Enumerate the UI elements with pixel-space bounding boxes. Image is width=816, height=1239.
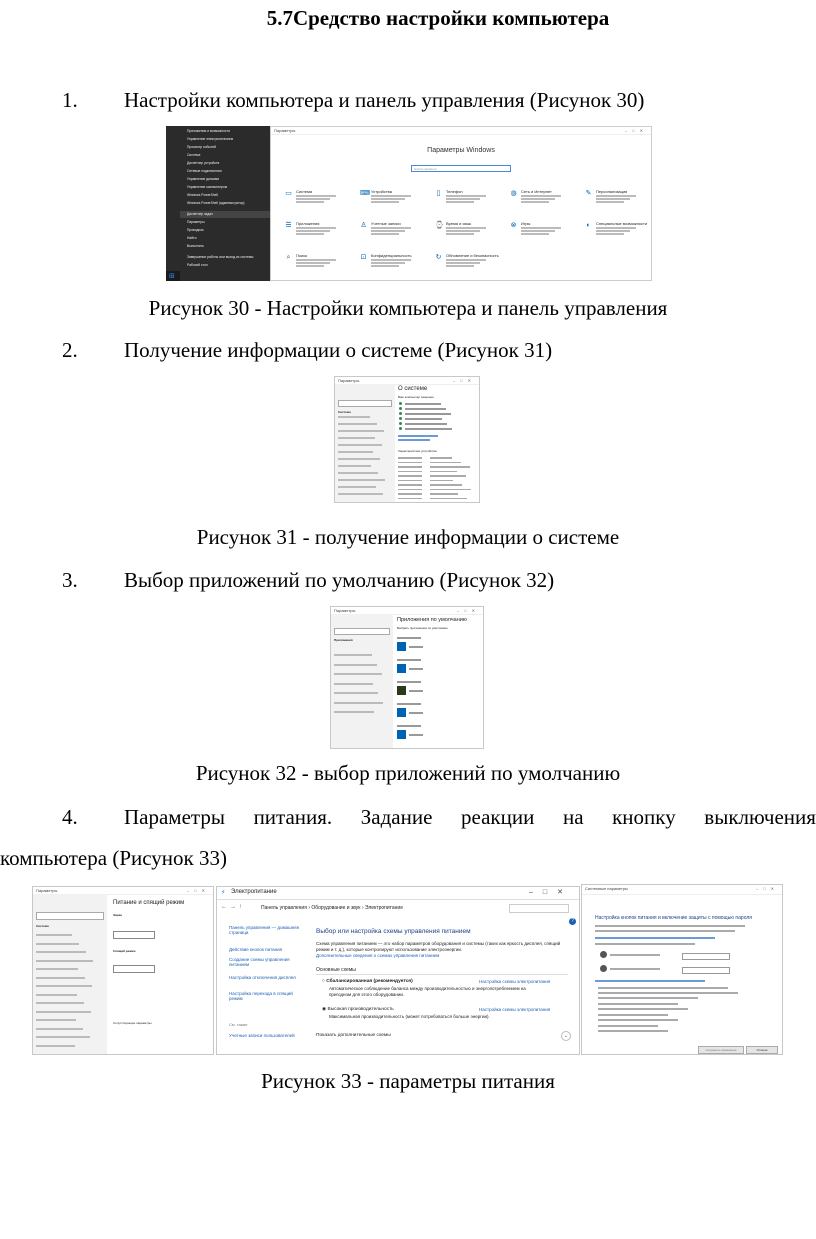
spec-value-line bbox=[430, 493, 458, 495]
sidebar-line bbox=[36, 985, 92, 987]
screen-label: Экран bbox=[113, 913, 122, 917]
item-number: 4. bbox=[62, 805, 78, 829]
tile-description-line bbox=[596, 233, 624, 235]
window-title: Параметры bbox=[338, 378, 360, 383]
brush-icon: ✎ bbox=[585, 190, 592, 197]
sidebar bbox=[335, 384, 395, 502]
scheme-high-performance: ◉ Высокая производительность bbox=[322, 1007, 394, 1012]
word: выключения bbox=[704, 805, 816, 829]
tile-description-line bbox=[446, 230, 480, 232]
start-menu-item: Найти bbox=[187, 236, 197, 240]
spec-key-line bbox=[398, 457, 422, 459]
option-line bbox=[598, 997, 698, 999]
list-line bbox=[405, 423, 447, 425]
globe-icon: ◍ bbox=[510, 190, 517, 197]
figure-33b-screenshot bbox=[216, 886, 580, 1055]
settings-tile bbox=[510, 189, 584, 215]
check-icon bbox=[399, 427, 402, 430]
start-menu-item: Проводник bbox=[187, 228, 204, 232]
sidebar-line bbox=[338, 423, 377, 425]
settings-tile-label: Специальные возможности bbox=[596, 221, 648, 226]
start-menu-item: Система bbox=[187, 153, 201, 157]
person-icon: ♙ bbox=[360, 222, 367, 229]
schemes-label: Основные схемы bbox=[316, 967, 356, 973]
check-icon bbox=[399, 422, 402, 425]
spec-value-line bbox=[430, 475, 466, 477]
tile-description-line bbox=[371, 201, 399, 203]
caption-figure-32: Рисунок 32 - выбор приложений по умолчанию bbox=[195, 761, 621, 785]
page-title: Питание и спящий режим bbox=[113, 900, 185, 906]
scheme-balanced-label: Сбалансированная (рекомендуется) bbox=[326, 979, 413, 984]
tile-description-line bbox=[596, 198, 630, 200]
window-controls: –□✕ bbox=[187, 888, 210, 893]
figure-31-screenshot bbox=[334, 376, 480, 503]
start-menu-item: Параметры bbox=[187, 220, 205, 224]
nav-arrows-icon: ←→↑ bbox=[221, 904, 245, 910]
sidebar-line bbox=[334, 702, 383, 704]
search-box bbox=[509, 904, 569, 913]
user-accounts-link: Учетные записи пользователей bbox=[229, 1033, 295, 1038]
xbox-icon: ⊗ bbox=[510, 222, 517, 229]
section-heading: 5.7Средство настройки компьютера bbox=[266, 6, 610, 30]
sidebar-line bbox=[36, 951, 86, 953]
breadcrumb: Панель управления › Оборудование и звук › Электропитание bbox=[261, 905, 403, 911]
search-icon: ⌕ bbox=[286, 254, 291, 261]
window-controls: –□✕ bbox=[529, 889, 573, 896]
option-line bbox=[598, 1030, 668, 1032]
start-menu-item: Завершение работы или выход из системы bbox=[187, 255, 254, 259]
window-title: Электропитание bbox=[231, 889, 277, 895]
tile-description-line bbox=[296, 265, 324, 267]
scheme-high-performance-desc: Максимальная производительность (может потребоваться больше энергии). bbox=[329, 1014, 490, 1019]
spec-key-line bbox=[398, 480, 422, 482]
spec-value-line bbox=[430, 457, 452, 459]
settings-tile-label: Устройства bbox=[371, 189, 392, 194]
spec-key-line bbox=[398, 498, 422, 500]
tile-description-line bbox=[446, 262, 480, 264]
sidebar-line bbox=[36, 943, 79, 945]
check-icon bbox=[399, 412, 402, 415]
tile-description-line bbox=[371, 259, 411, 261]
settings-tile-label: Телефон bbox=[446, 189, 463, 194]
accessibility-icon: ◐ bbox=[586, 222, 591, 229]
lock-icon: ⊡ bbox=[360, 254, 367, 261]
settings-tile bbox=[360, 253, 434, 279]
sidebar-heading: Система bbox=[36, 924, 49, 928]
sidebar-line bbox=[338, 444, 382, 446]
settings-tile-label: Система bbox=[296, 189, 313, 194]
option-line bbox=[598, 1025, 658, 1027]
item-text: Настройки компьютера и панель управления (Рисунок 30) bbox=[124, 88, 645, 112]
spec-value-line bbox=[430, 484, 462, 486]
settings-tile-label: Время и язык bbox=[446, 221, 472, 226]
sidebar-line bbox=[334, 654, 372, 656]
sidebar-line bbox=[338, 458, 380, 460]
sidebar-line bbox=[36, 1011, 91, 1013]
tile-description-line bbox=[521, 195, 561, 197]
tile-description-line bbox=[596, 201, 624, 203]
main-title: Выбор или настройка схемы управления питанием bbox=[316, 928, 471, 935]
search-placeholder: Найти параметр bbox=[414, 167, 437, 171]
section-protected: Ваш компьютер защищен bbox=[398, 395, 434, 399]
item-text: Выбор приложений по умолчанию (Рисунок 32) bbox=[124, 568, 555, 592]
spec-value-line bbox=[430, 462, 461, 464]
figure-33c-screenshot bbox=[581, 884, 783, 1055]
page-title: Приложения по умолчанию bbox=[397, 617, 467, 623]
clock-icon: ⌚ bbox=[435, 222, 444, 229]
tile-description-line bbox=[296, 198, 330, 200]
spec-value-line bbox=[430, 498, 467, 500]
start-menu-item: Управление компьютером bbox=[187, 185, 227, 189]
sidebar-link: Создание схемы управления питанием bbox=[229, 957, 290, 967]
title-bar bbox=[217, 887, 579, 900]
check-icon bbox=[399, 417, 402, 420]
settings-tile-label: Сеть и Интернет bbox=[521, 189, 552, 194]
keyboard-icon: ⌨ bbox=[360, 190, 371, 197]
app-name-line bbox=[409, 646, 423, 648]
sidebar-search bbox=[338, 400, 392, 407]
word: кнопку bbox=[612, 805, 676, 829]
tile-description-line bbox=[371, 230, 405, 232]
item-text-line-1 bbox=[124, 805, 816, 830]
page-title: О системе bbox=[398, 386, 428, 392]
item-number: 1. bbox=[62, 88, 78, 112]
sidebar-line bbox=[338, 486, 376, 488]
power-button-icon bbox=[600, 951, 607, 958]
sidebar-line bbox=[338, 493, 383, 495]
tile-description-line bbox=[371, 265, 399, 267]
sidebar-line bbox=[338, 465, 371, 467]
start-menu-item: Windows PowerShell (администратор) bbox=[187, 201, 245, 205]
start-menu-item: Диспетчер задач bbox=[187, 212, 213, 216]
option-line bbox=[598, 992, 738, 994]
category-label-line bbox=[397, 681, 421, 683]
figure-30-screenshot bbox=[166, 126, 652, 281]
spec-key-line bbox=[398, 493, 422, 495]
tile-description-line bbox=[521, 198, 555, 200]
settings-tile-label: Конфиденциальность bbox=[371, 253, 412, 258]
sidebar-line bbox=[334, 692, 378, 694]
sidebar-search bbox=[334, 628, 390, 635]
show-more-schemes: Показать дополнительные схемы bbox=[316, 1033, 391, 1038]
sidebar-line bbox=[334, 683, 373, 685]
window-controls: –□✕ bbox=[756, 886, 779, 891]
word: на bbox=[562, 805, 584, 829]
app-icon bbox=[397, 686, 406, 695]
option-line bbox=[598, 1019, 678, 1021]
tile-description-line bbox=[446, 195, 486, 197]
window-controls: –□✕ bbox=[625, 128, 648, 133]
cancel-button: Отмена bbox=[746, 1046, 778, 1054]
tile-description-line bbox=[446, 259, 486, 261]
spec-value-line bbox=[430, 480, 453, 482]
monitor-icon: ▭ bbox=[285, 190, 292, 197]
item-text: Получение информации о системе (Рисунок 31) bbox=[124, 338, 553, 362]
start-menu-item: Приложения и возможности bbox=[187, 129, 230, 133]
tile-description-line bbox=[446, 227, 486, 229]
list-line bbox=[405, 403, 441, 405]
category-label-line bbox=[397, 703, 421, 705]
settings-tile bbox=[435, 221, 509, 247]
settings-tile bbox=[285, 221, 359, 247]
sidebar-search bbox=[36, 912, 104, 920]
sidebar-heading: Приложения bbox=[334, 638, 353, 642]
tile-description-line bbox=[596, 230, 630, 232]
sidebar-heading: Система bbox=[338, 410, 351, 414]
check-icon bbox=[399, 407, 402, 410]
sleep-timeout-select bbox=[113, 965, 155, 973]
start-menu-item: Выполнить bbox=[187, 244, 204, 248]
category-label-line bbox=[397, 725, 421, 727]
settings-tile bbox=[585, 189, 652, 215]
window-title: Параметры bbox=[334, 608, 356, 613]
taskbar bbox=[166, 271, 180, 281]
sidebar-link: Настройка отключения дисплея bbox=[229, 975, 296, 980]
app-icon bbox=[397, 642, 406, 651]
settings-tile-label: Приложения bbox=[296, 221, 320, 226]
tile-description-line bbox=[371, 262, 405, 264]
see-also-label: См. также bbox=[229, 1022, 248, 1027]
settings-tile-label: Обновление и безопасность bbox=[446, 253, 499, 258]
start-menu-item: Просмотр событий bbox=[187, 145, 216, 149]
option-line bbox=[598, 1008, 688, 1010]
window-title: Параметры bbox=[36, 888, 58, 893]
app-icon bbox=[397, 664, 406, 673]
section-device-specs: Характеристики устройства bbox=[398, 449, 437, 453]
caption-figure-31: Рисунок 31 - получение информации о системе bbox=[196, 525, 620, 549]
start-menu-item: Рабочий стол bbox=[187, 263, 208, 267]
spec-key-line bbox=[398, 466, 422, 468]
title-bar bbox=[271, 127, 651, 135]
option-line bbox=[598, 1014, 668, 1016]
apps-icon: ☰ bbox=[285, 222, 292, 229]
tile-description-line bbox=[296, 195, 336, 197]
settings-title: Параметры Windows bbox=[427, 147, 495, 154]
sidebar-line bbox=[338, 416, 370, 418]
tile-description-line bbox=[371, 227, 411, 229]
option-line bbox=[598, 987, 728, 989]
item-text-line-2: компьютера (Рисунок 33) bbox=[0, 846, 227, 870]
start-menu-item: Управление дисками bbox=[187, 177, 220, 181]
settings-tile bbox=[510, 221, 584, 247]
start-menu-item: Windows PowerShell bbox=[187, 193, 218, 197]
caption-figure-33: Рисунок 33 - параметры питания bbox=[261, 1069, 555, 1093]
settings-tile bbox=[435, 253, 509, 279]
sidebar bbox=[33, 894, 107, 1054]
tile-description-line bbox=[296, 230, 330, 232]
spec-key-line bbox=[398, 462, 422, 464]
start-menu-item: Диспетчер устройств bbox=[187, 161, 220, 165]
sidebar-link: Действие кнопок питания bbox=[229, 947, 283, 952]
sleep-action-select bbox=[682, 967, 730, 974]
link-line bbox=[398, 435, 438, 437]
sidebar-line bbox=[36, 1002, 84, 1004]
settings-tile-label: Игры bbox=[521, 221, 531, 226]
list-line bbox=[405, 418, 442, 420]
app-name-line bbox=[409, 668, 423, 670]
list-line bbox=[405, 408, 446, 410]
sidebar-link: Настройка перехода в спящий режим bbox=[229, 991, 293, 1001]
phone-icon: ▯ bbox=[436, 190, 441, 197]
windows-logo-icon: ⊞ bbox=[169, 273, 175, 280]
tile-description-line bbox=[296, 227, 336, 229]
settings-search-input bbox=[411, 165, 511, 172]
sleep-label: Спящий режим bbox=[113, 949, 136, 953]
tile-description-line bbox=[371, 198, 405, 200]
sidebar bbox=[331, 614, 393, 748]
app-name-line bbox=[409, 712, 423, 714]
settings-tile bbox=[285, 253, 359, 279]
page-subtitle: Выбрать приложения по умолчанию bbox=[397, 626, 448, 630]
link-line bbox=[398, 439, 430, 441]
sidebar-line bbox=[338, 451, 373, 453]
app-name-line bbox=[409, 734, 423, 736]
item-number: 3. bbox=[62, 568, 78, 592]
window-controls: –□✕ bbox=[453, 378, 476, 383]
sidebar-line bbox=[334, 673, 382, 675]
app-icon bbox=[397, 730, 406, 739]
title-bar bbox=[582, 885, 782, 895]
window-title: Параметры bbox=[274, 128, 296, 133]
option-line bbox=[595, 937, 715, 939]
scheme-balanced-desc: Автоматическое соблюдение баланса между производительностью и энергопотреблением на пригодном для этого оборудовании. bbox=[329, 986, 526, 997]
settings-tile bbox=[585, 221, 652, 247]
sidebar-line bbox=[334, 711, 374, 713]
sidebar-link: Панель управления — домашняя страница bbox=[229, 925, 300, 935]
settings-tile bbox=[435, 189, 509, 215]
option-line bbox=[610, 954, 660, 956]
option-line bbox=[610, 968, 660, 970]
sidebar-line bbox=[36, 977, 85, 979]
window-title: Системные параметры bbox=[585, 886, 628, 891]
address-bar bbox=[217, 903, 579, 913]
save-changes-button: Сохранить изменения bbox=[698, 1046, 744, 1054]
settings-tile bbox=[360, 221, 434, 247]
description-link: Дополнительные сведения о схемах управления питанием bbox=[316, 953, 440, 958]
word: реакции bbox=[461, 805, 535, 829]
tile-description-line bbox=[371, 195, 411, 197]
tile-description-line bbox=[296, 259, 336, 261]
related-settings-label: Сопутствующие параметры bbox=[113, 1021, 152, 1025]
sidebar-line bbox=[36, 1028, 83, 1030]
word: Задание bbox=[360, 805, 433, 829]
main-description: Схема управления питанием — это набор параметров оборудования и системы (таких как яркость дисплея, спящий режим и т. д.), которые контролируют использование электроэнергии. bbox=[316, 941, 561, 952]
list-line bbox=[405, 413, 451, 415]
window-controls: –□✕ bbox=[457, 608, 480, 613]
item-number: 2. bbox=[62, 338, 78, 362]
start-menu-item: Управление электропитанием bbox=[187, 137, 233, 141]
tile-description-line bbox=[446, 233, 474, 235]
sleep-button-icon bbox=[600, 965, 607, 972]
spec-key-line bbox=[398, 475, 422, 477]
tile-description-line bbox=[446, 201, 474, 203]
tile-description-line bbox=[296, 233, 324, 235]
settings-tile bbox=[285, 189, 359, 215]
settings-tile-label: Учетные записи bbox=[371, 221, 401, 226]
sidebar-line bbox=[36, 960, 93, 962]
option-line bbox=[595, 980, 705, 982]
sidebar-line bbox=[36, 968, 78, 970]
figure-32-screenshot bbox=[330, 606, 484, 749]
spec-value-line bbox=[430, 466, 470, 468]
scheme-high-performance-label: Высокая производительность bbox=[327, 1007, 394, 1012]
list-line bbox=[405, 428, 452, 430]
settings-tile bbox=[360, 189, 434, 215]
sidebar-line bbox=[36, 994, 77, 996]
main-title: Настройка кнопок питания и включение защиты с помощью пароля bbox=[595, 915, 752, 921]
option-line bbox=[595, 943, 695, 945]
tile-description-line bbox=[596, 195, 636, 197]
chevron-down-icon: ⌄ bbox=[561, 1031, 571, 1041]
settings-tile-label: Поиск bbox=[296, 253, 308, 258]
spec-value-line bbox=[430, 471, 457, 473]
sidebar-line bbox=[36, 934, 72, 936]
spec-key-line bbox=[398, 471, 422, 473]
tile-description-line bbox=[521, 227, 561, 229]
option-line bbox=[595, 925, 745, 927]
figure-33a-screenshot bbox=[32, 886, 214, 1055]
tile-description-line bbox=[521, 230, 555, 232]
start-context-menu bbox=[166, 126, 270, 281]
tile-description-line bbox=[521, 201, 549, 203]
sidebar-line bbox=[338, 437, 375, 439]
tile-description-line bbox=[596, 227, 636, 229]
help-icon: ? bbox=[569, 918, 576, 925]
sidebar-line bbox=[338, 430, 384, 432]
tile-description-line bbox=[296, 262, 330, 264]
app-name-line bbox=[409, 690, 423, 692]
spec-key-line bbox=[398, 489, 422, 491]
start-menu-item: Сетевые подключения bbox=[187, 169, 222, 173]
screen-timeout-select bbox=[113, 931, 155, 939]
spec-key-line bbox=[398, 484, 422, 486]
sync-icon: ↻ bbox=[435, 254, 442, 261]
tile-description-line bbox=[446, 198, 480, 200]
word: Параметры bbox=[124, 805, 225, 829]
scheme-settings-link-2: Настройка схемы электропитания bbox=[479, 1007, 551, 1012]
sidebar-line bbox=[36, 1019, 76, 1021]
sidebar-line bbox=[338, 472, 378, 474]
spec-value-line bbox=[430, 489, 471, 491]
tile-description-line bbox=[296, 201, 324, 203]
sidebar-line bbox=[338, 479, 385, 481]
settings-tile-label: Персонализация bbox=[596, 189, 628, 194]
power-action-select bbox=[682, 953, 730, 960]
sidebar-line bbox=[36, 1045, 75, 1047]
scheme-balanced: ○ Сбалансированная (рекомендуется) bbox=[322, 979, 413, 984]
check-icon bbox=[399, 402, 402, 405]
caption-figure-30: Рисунок 30 - Настройки компьютера и панель управления bbox=[148, 296, 668, 320]
sidebar-line bbox=[334, 664, 377, 666]
option-line bbox=[595, 930, 735, 932]
category-label-line bbox=[397, 637, 421, 639]
scheme-settings-link-1: Настройка схемы электропитания bbox=[479, 979, 551, 984]
word: питания. bbox=[253, 805, 333, 829]
tile-description-line bbox=[446, 265, 474, 267]
option-line bbox=[598, 1003, 678, 1005]
divider bbox=[316, 974, 568, 975]
power-icon: ⚡ bbox=[221, 890, 226, 896]
tile-description-line bbox=[371, 233, 399, 235]
tile-description-line bbox=[521, 233, 549, 235]
sidebar-line bbox=[36, 1036, 90, 1038]
category-label-line bbox=[397, 659, 421, 661]
app-icon bbox=[397, 708, 406, 717]
settings-window bbox=[270, 126, 652, 281]
